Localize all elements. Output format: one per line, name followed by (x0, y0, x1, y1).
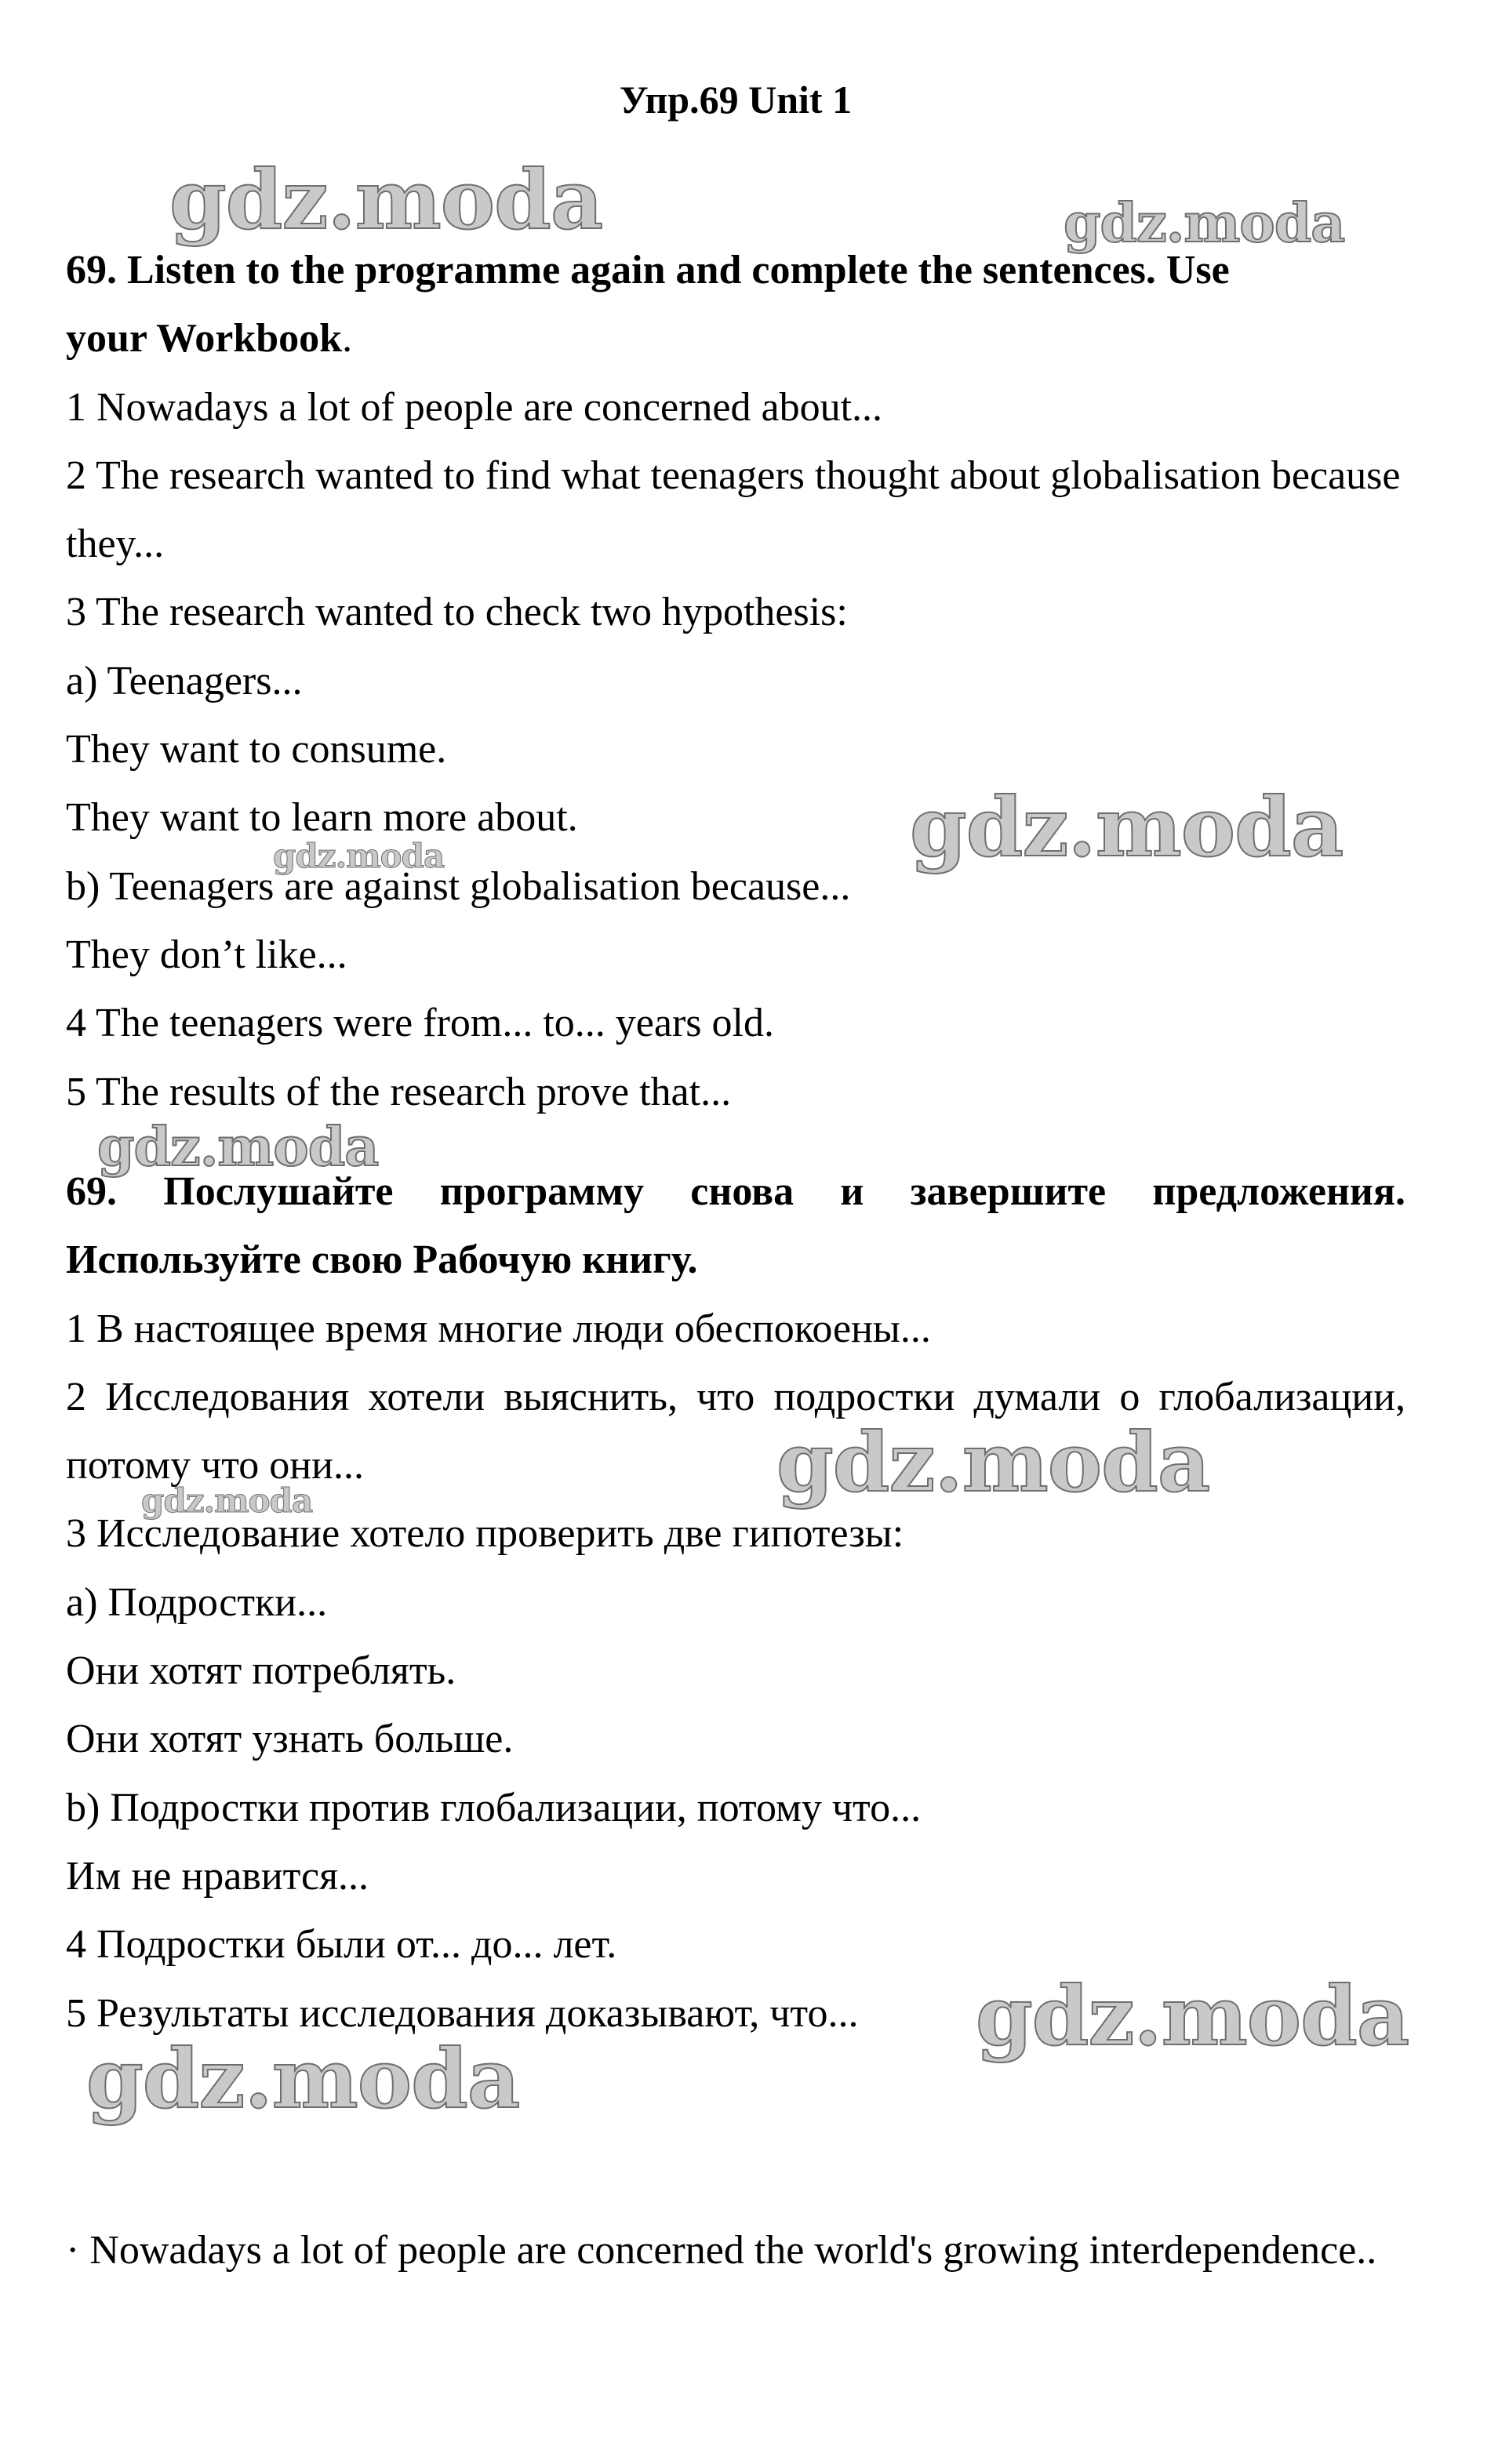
watermark-logo: gdz.moda (141, 1481, 313, 1520)
russian-item-4: 4 Подростки были от... до... лет. (66, 1922, 617, 1968)
russian-item-3b: b) Подростки против глобализации, потому что... (66, 1785, 922, 1830)
watermark-logo: gdz.moda (273, 837, 445, 875)
russian-item-3a-2: Они хотят узнать больше. (66, 1717, 514, 1762)
russian-item-1: 1 В настоящее время многие люди обеспокоены... (66, 1306, 931, 1351)
russian-item-5: 5 Результаты исследования доказывают, что... (66, 1990, 859, 2036)
answer-text: · Nowadays a lot of people are concerned the world's growing interdependence.. (66, 2228, 1377, 2273)
english-task-line-1: 69. Listen to the programme again and complete the sentences. Use (66, 248, 1230, 293)
english-item-3a-1: They want to consume. (66, 727, 447, 772)
watermark-logo: gdz.moda (776, 1414, 1210, 1510)
answer-section (66, 2216, 1405, 2284)
english-task-heading (66, 236, 1405, 373)
english-item-4: 4 The teenagers were from... to... years old. (66, 1001, 774, 1046)
page-title: Упр.69 Unit 1 (619, 78, 853, 122)
english-section (66, 236, 1405, 1126)
watermark-logo: gdz.moda (86, 2030, 520, 2127)
watermark-logo: gdz.moda (97, 1116, 379, 1179)
watermark-logo: gdz.moda (910, 779, 1344, 875)
russian-item-3a: a) Подростки... (66, 1579, 328, 1625)
english-item-3a: a) Teenagers... (66, 658, 303, 703)
russian-section (66, 1157, 1405, 2048)
russian-task-heading: 69. Послушайте программу снова и завершите предложения. Используйте свою Рабочую книгу. (66, 1169, 1405, 1283)
english-item-3a-2: They want to learn more about. (66, 795, 578, 841)
watermark-logo: gdz.moda (1064, 192, 1345, 255)
english-item-1: 1 Nowadays a lot of people are concerned about... (66, 384, 883, 430)
russian-item-2: 2 Исследования хотели выяснить, что подростки думали о глобализации, потому что они... (66, 1374, 1405, 1488)
english-item-2: 2 The research wanted to find what teenagers thought about globalisation because they... (66, 452, 1401, 567)
russian-item-3b-1: Им не нравится... (66, 1853, 369, 1899)
english-item-3: 3 The research wanted to check two hypothesis: (66, 590, 848, 635)
watermark-logo: gdz.moda (976, 1968, 1409, 2064)
english-item-3b: b) Teenagers are against globalisation because... (66, 863, 851, 909)
english-item-5: 5 The results of the research prove that... (66, 1069, 732, 1114)
english-task-period: . (342, 316, 353, 362)
russian-item-3: 3 Исследование хотело проверить две гипотезы: (66, 1511, 904, 1557)
english-task-line-2: your Workbook (66, 316, 343, 362)
watermark-logo: gdz.moda (169, 151, 603, 248)
english-item-3b-1: They don’t like... (66, 932, 347, 977)
russian-item-3a-1: Они хотят потреблять. (66, 1648, 456, 1694)
